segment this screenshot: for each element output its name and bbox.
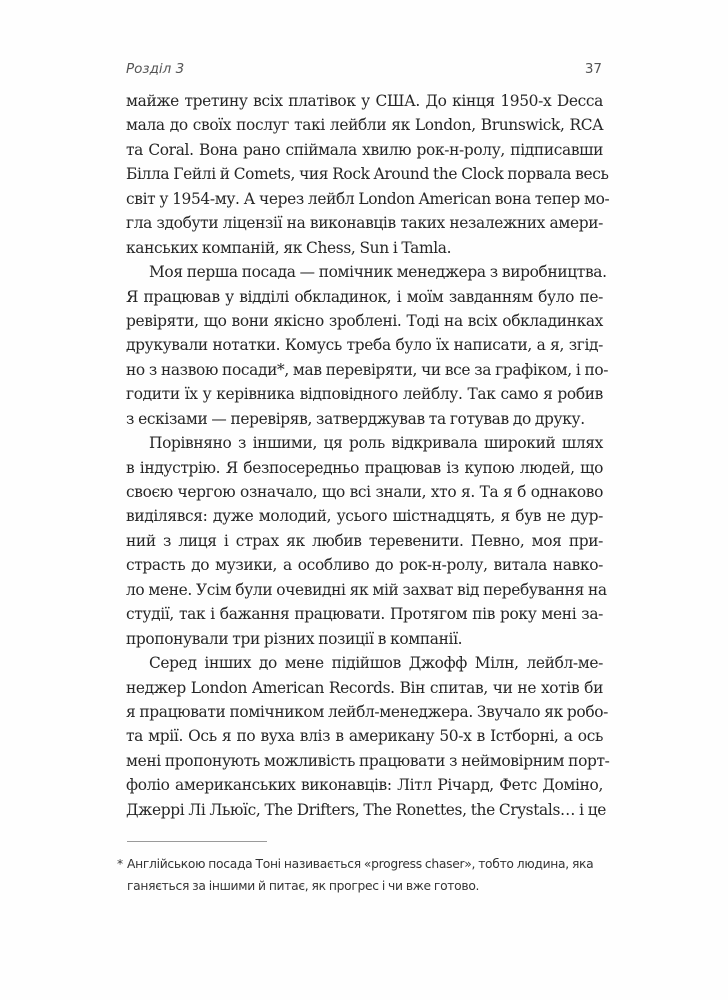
- chapter-title: Розділ 3: [126, 61, 185, 77]
- footnote-text: Англійською посада Тоні називається «progress chaser», тобто людина, яка: [127, 857, 594, 871]
- footnote-separator: [127, 841, 267, 842]
- text-line: неджер London American Records. Він спитав, чи не хотів би: [126, 678, 603, 697]
- text-line: мала до своїх послуг такі лейбли як London, Brunswick, RCA: [126, 116, 603, 135]
- text-line: годити їх у керівника відповідного лейблу. Так само я робив: [126, 385, 603, 404]
- footnote-line: [117, 853, 607, 875]
- footnote-mark: *: [117, 857, 123, 871]
- text-line: ревіряти, що вони якісно зроблені. Тоді на всіх обкладинках: [126, 311, 603, 330]
- text-line: ло мене. Усім були очевидні як мій захват від перебування на: [126, 580, 607, 599]
- text-line: мені пропонують можливість працювати з неймовірним порт-: [126, 751, 610, 770]
- running-header: [126, 61, 602, 83]
- body-text: [126, 89, 610, 822]
- text-line: своєю чергою означало, що всі знали, хто я. Та я б однаково: [126, 483, 603, 501]
- page-number: 37: [584, 61, 602, 77]
- text-line: в індустрію. Я безпосередньо працював із купою людей, що: [126, 458, 603, 477]
- text-line: канських компаній, як Chess, Sun і Tamla.: [126, 238, 452, 257]
- text-line: студії, так і бажання працювати. Протягом пів року мені за-: [126, 605, 603, 624]
- text-line: фоліо американських виконавців: Літл Річард, Фетс Доміно,: [126, 776, 603, 795]
- text-line: Я працював у відділі обкладинок, і моїм завданням було пе-: [126, 287, 603, 306]
- text-line: страсть до музики, а особливо до рок-н-ролу, витала навко-: [126, 556, 603, 575]
- text-line: Серед інших до мене підійшов Джофф Мілн, лейбл-ме-: [149, 654, 603, 673]
- text-line: та мрії. Ось я по вуха вліз в американу 50-х в Істборні, а ось: [126, 727, 603, 746]
- text-line: з ескізами — перевіряв, затверджував та готував до друку.: [126, 409, 585, 428]
- text-line: Білла Гейлі й Comets, чия Rock Around the Clock порвала весь: [126, 165, 609, 184]
- text-line: но з назвою посади*, мав перевіряти, чи все за графіком, і по-: [126, 360, 609, 379]
- text-line: ний з лиця і страх як любив теревенити. Певно, моя при-: [126, 531, 603, 550]
- text-line: та Coral. Вона рано спіймала хвилю рок-н-ролу, підписавши: [126, 140, 603, 159]
- text-line: виділявся: дуже молодий, усього шістнадцять, я був не дур-: [126, 507, 603, 526]
- text-line: Моя перша посада — помічник менеджера з виробництва.: [149, 263, 607, 282]
- text-line: пропонували три різних позиції в компанії.: [126, 629, 463, 648]
- footnote: [117, 853, 607, 897]
- text-line: світ у 1954-му. А через лейбл London American вона тепер мо-: [126, 189, 610, 208]
- text-line: гла здобути ліцензії на виконавців таких незалежних амери-: [126, 214, 603, 233]
- text-line: друкували нотатки. Комусь треба було їх написати, а я, згід-: [126, 336, 603, 355]
- text-line: Порівняно з іншими, ця роль відкривала широкий шлях: [149, 434, 603, 453]
- text-line: Джеррі Лі Льюїс, The Drifters, The Ronettes, the Crystals… і це: [126, 800, 606, 819]
- footnote-line: ганяється за іншими й питає, як прогрес і чи вже готово.: [127, 879, 480, 893]
- text-line: я працювати помічником лейбл-менеджера. Звучало як робо-: [126, 702, 608, 721]
- text-line: майже третину всіх платівок у США. До кінця 1950-х Decca: [126, 92, 603, 110]
